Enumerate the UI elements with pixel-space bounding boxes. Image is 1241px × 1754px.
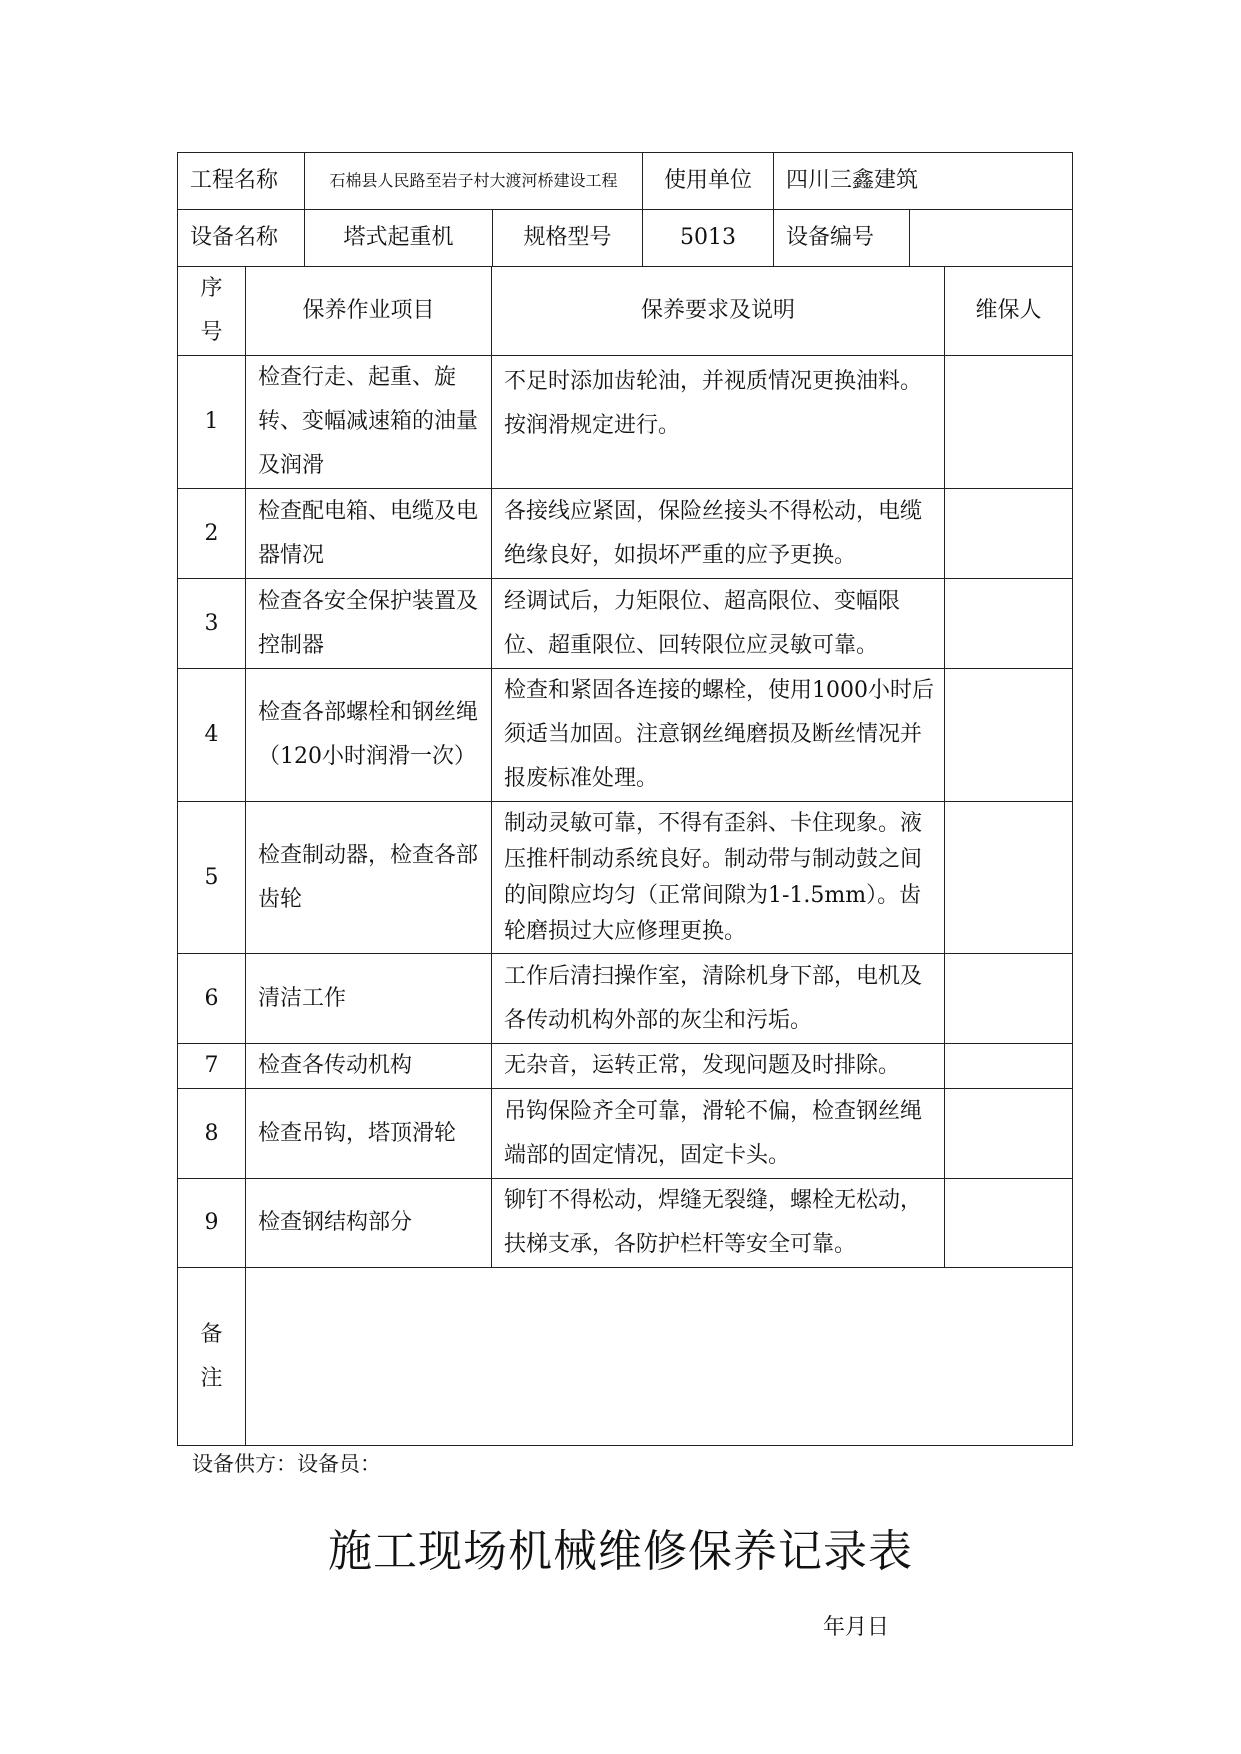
row-item: 清洁工作 <box>246 954 492 1044</box>
row-seq: 7 <box>178 1044 246 1089</box>
row-maintainer[interactable] <box>945 579 1073 669</box>
row-maintainer[interactable] <box>945 954 1073 1044</box>
user-unit-value: 四川三鑫建筑 <box>774 153 1073 210</box>
row-seq: 6 <box>178 954 246 1044</box>
maintenance-table <box>177 266 1073 1446</box>
project-name-label: 工程名称 <box>178 153 305 210</box>
date-line: 年月日 <box>823 1615 890 1640</box>
row-seq: 9 <box>178 1179 246 1268</box>
table-row <box>178 356 1073 489</box>
row-requirement: 检查和紧固各连接的螺栓，使用1000小时后须适当加固。注意钢丝绳磨损及断丝情况并报废标准处理。 <box>492 669 945 802</box>
row-requirement: 吊钩保险齐全可靠，滑轮不偏，检查钢丝绳端部的固定情况，固定卡头。 <box>492 1089 945 1179</box>
table-row <box>178 1089 1073 1179</box>
table-row <box>178 489 1073 579</box>
column-requirement: 保养要求及说明 <box>492 267 945 356</box>
row-item: 检查各安全保护装置及控制器 <box>246 579 492 669</box>
user-unit-label: 使用单位 <box>643 153 774 210</box>
row-seq: 2 <box>178 489 246 579</box>
model-value: 5013 <box>643 210 774 267</box>
row-item: 检查钢结构部分 <box>246 1179 492 1268</box>
row-maintainer[interactable] <box>945 669 1073 802</box>
row-item: 检查配电箱、电缆及电器情况 <box>246 489 492 579</box>
table-row <box>178 1044 1073 1089</box>
notes-label: 备注 <box>178 1268 246 1446</box>
page-title: 施工现场机械维修保养记录表 <box>328 1526 913 1577</box>
row-maintainer[interactable] <box>945 1179 1073 1268</box>
row-item: 检查吊钩，塔顶滑轮 <box>246 1089 492 1179</box>
row-requirement: 铆钉不得松动，焊缝无裂缝，螺栓无松动，扶梯支承，各防护栏杆等安全可靠。 <box>492 1179 945 1268</box>
project-name-value: 石棉县人民路至岩子村大渡河桥建设工程 <box>305 153 643 210</box>
table-row <box>178 954 1073 1044</box>
equipment-name-label: 设备名称 <box>178 210 305 267</box>
row-maintainer[interactable] <box>945 802 1073 954</box>
row-seq: 5 <box>178 802 246 954</box>
table-row <box>178 579 1073 669</box>
equipment-code-value <box>910 210 1073 267</box>
row-maintainer[interactable] <box>945 356 1073 489</box>
row-item: 检查制动器，检查各部齿轮 <box>246 802 492 954</box>
maintenance-record-form <box>177 152 1072 1446</box>
header-table <box>177 152 1073 267</box>
row-item: 检查行走、起重、旋转、变幅减速箱的油量及润滑 <box>246 356 492 489</box>
model-label: 规格型号 <box>493 210 643 267</box>
row-seq: 4 <box>178 669 246 802</box>
row-seq: 1 <box>178 356 246 489</box>
row-seq: 3 <box>178 579 246 669</box>
row-item: 检查各传动机构 <box>246 1044 492 1089</box>
table-row <box>178 1179 1073 1268</box>
column-header-row <box>178 267 1073 356</box>
column-item: 保养作业项目 <box>246 267 492 356</box>
table-row <box>178 802 1073 954</box>
row-requirement: 工作后清扫操作室，清除机身下部，电机及各传动机构外部的灰尘和污垢。 <box>492 954 945 1044</box>
row-maintainer[interactable] <box>945 1044 1073 1089</box>
row-requirement: 制动灵敏可靠，不得有歪斜、卡住现象。液压推杆制动系统良好。制动带与制动鼓之间的间隙应均匀（正常间隙为1-1.5mm）。齿轮磨损过大应修理更换。 <box>492 802 945 954</box>
column-maintainer: 维保人 <box>945 267 1073 356</box>
row-item: 检查各部螺栓和钢丝绳（120小时润滑一次） <box>246 669 492 802</box>
notes-content[interactable] <box>246 1268 1073 1446</box>
row-requirement: 不足时添加齿轮油，并视质情况更换油料。按润滑规定进行。 <box>492 356 945 489</box>
row-requirement: 经调试后，力矩限位、超高限位、变幅限位、超重限位、回转限位应灵敏可靠。 <box>492 579 945 669</box>
row-seq: 8 <box>178 1089 246 1179</box>
equipment-code-label: 设备编号 <box>774 210 910 267</box>
equipment-name-value: 塔式起重机 <box>305 210 493 267</box>
row-requirement: 无杂音，运转正常，发现问题及时排除。 <box>492 1044 945 1089</box>
header-row-project <box>178 153 1073 210</box>
row-maintainer[interactable] <box>945 1089 1073 1179</box>
signature-line: 设备供方：设备员： <box>192 1452 381 1476</box>
table-row <box>178 669 1073 802</box>
notes-row <box>178 1268 1073 1446</box>
row-requirement: 各接线应紧固，保险丝接头不得松动，电缆绝缘良好，如损坏严重的应予更换。 <box>492 489 945 579</box>
row-maintainer[interactable] <box>945 489 1073 579</box>
column-seq: 序号 <box>178 267 246 356</box>
header-row-equipment <box>178 210 1073 267</box>
